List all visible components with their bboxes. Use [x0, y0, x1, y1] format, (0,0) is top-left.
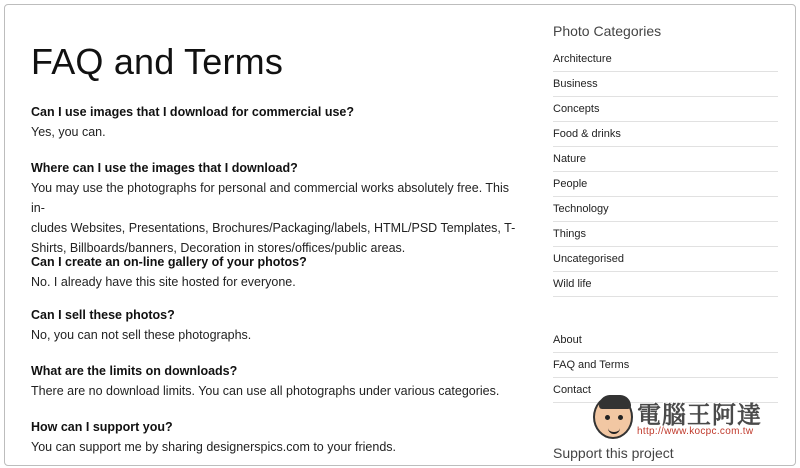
- faq-answer: You can support me by sharing designerspics.com to your friends.: [31, 440, 397, 454]
- category-link-concepts[interactable]: Concepts: [553, 97, 778, 122]
- page-links-list: [553, 328, 778, 403]
- category-link-wild-life[interactable]: Wild life: [553, 272, 778, 297]
- site-watermark: [593, 393, 793, 453]
- category-link-things[interactable]: Things: [553, 222, 778, 247]
- faq-question: What are the limits on downloads?: [31, 364, 238, 378]
- faq-answer: Yes, you can.: [31, 125, 106, 139]
- faq-answer: Shirts, Billboards/banners, Decoration in stores/offices/public areas.: [31, 241, 406, 255]
- faq-question: Can I sell these photos?: [31, 308, 175, 322]
- faq-item: [31, 158, 521, 258]
- faq-answer: No, you can not sell these photographs.: [31, 328, 252, 342]
- watermark-url: http://www.kocpc.com.tw: [637, 426, 754, 437]
- faq-item: [31, 102, 521, 142]
- category-link-business[interactable]: Business: [553, 72, 778, 97]
- faq-answer: There are no download limits. You can use all photographs under various categories.: [31, 384, 500, 398]
- support-project-heading: Support this project: [553, 445, 674, 461]
- mascot-face-icon: [593, 395, 633, 439]
- page-link-about[interactable]: About: [553, 328, 778, 353]
- faq-question: Where can I use the images that I download?: [31, 161, 298, 175]
- category-link-technology[interactable]: Technology: [553, 197, 778, 222]
- photo-categories-heading: Photo Categories: [553, 23, 662, 39]
- page-title: FAQ and Terms: [31, 41, 284, 82]
- category-link-people[interactable]: People: [553, 172, 778, 197]
- faq-item: [31, 252, 521, 292]
- page-frame: [4, 4, 796, 466]
- category-link-architecture[interactable]: Architecture: [553, 47, 778, 72]
- faq-answer: cludes Websites, Presentations, Brochures/Packaging/labels, HTML/PSD Templates, T-: [31, 221, 516, 235]
- faq-item: [31, 361, 521, 401]
- category-link-food-drinks[interactable]: Food & drinks: [553, 122, 778, 147]
- page-link-contact[interactable]: Contact: [553, 378, 778, 403]
- category-link-uncategorised[interactable]: Uncategorised: [553, 247, 778, 272]
- faq-item: [31, 417, 521, 457]
- page-link-faq-and-terms[interactable]: FAQ and Terms: [553, 353, 778, 378]
- category-list: [553, 47, 778, 297]
- faq-answer: You may use the photographs for personal and commercial works absolutely free. This in-: [31, 181, 510, 215]
- faq-item: [31, 305, 521, 345]
- category-link-nature[interactable]: Nature: [553, 147, 778, 172]
- faq-question: Can I use images that I download for commercial use?: [31, 105, 354, 119]
- faq-answer: No. I already have this site hosted for everyone.: [31, 275, 296, 289]
- faq-question: Can I create an on-line gallery of your photos?: [31, 255, 307, 269]
- faq-question: How can I support you?: [31, 420, 173, 434]
- watermark-title: 電腦王阿達: [637, 401, 762, 429]
